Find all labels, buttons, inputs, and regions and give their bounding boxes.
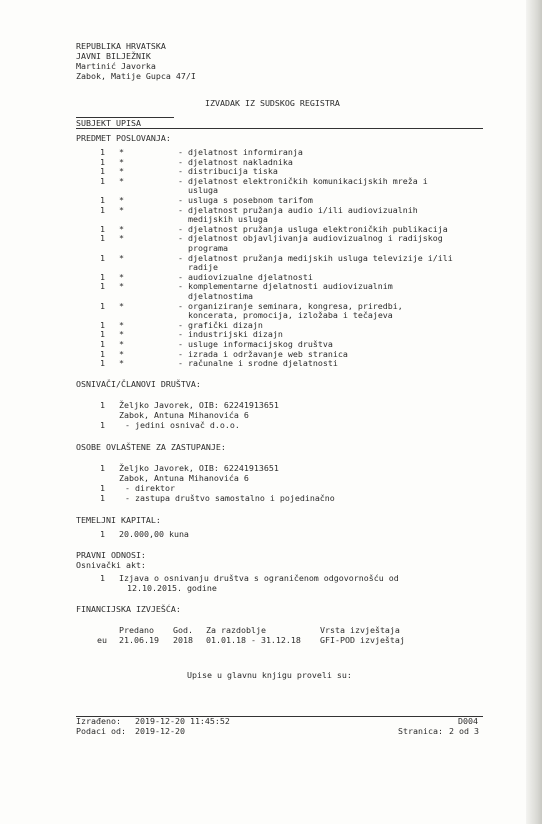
activity-text: - djelatnost informiranja: [178, 147, 303, 157]
activity-text: koncerata, promocija, izložaba i tečajeva: [188, 310, 393, 321]
activity-marker: *: [119, 223, 124, 234]
activity-index: 1: [100, 329, 105, 340]
closing-statement: Upise u glavnu knjigu proveli su:: [187, 670, 352, 680]
legal-line1: Izjava o osnivanju društva s ograničenom odgovornošću od: [119, 573, 399, 583]
activity-heading: PREDMET POSLOVANJA:: [76, 133, 171, 143]
financial-prefix: eu: [97, 635, 107, 645]
activity-text: - djelatnost elektroničkih komunikacijskih mreža i: [178, 175, 428, 186]
activity-marker: *: [119, 156, 124, 167]
activity-marker: *: [119, 175, 124, 186]
financial-period: 01.01.18 - 31.12.18: [206, 635, 301, 645]
activity-text: - distribucija tiska: [178, 166, 278, 177]
legal-heading: PRAVNI ODNOSI:: [76, 550, 146, 560]
activity-marker: *: [119, 348, 124, 359]
footer-made-value: 2019-12-20 11:45:52: [135, 716, 230, 726]
founder-role-index: 1: [100, 420, 105, 430]
activity-text: - izrada i održavanje web stranica: [178, 348, 348, 359]
activity-index: 1: [100, 166, 105, 177]
activity-marker: *: [119, 281, 124, 292]
activity-marker: *: [119, 204, 124, 215]
activity-text: - organiziranje seminara, kongresa, priredbi,: [178, 300, 403, 311]
representative-role1: - direktor: [125, 483, 175, 493]
capital-heading: TEMELJNI KAPITAL:: [76, 515, 161, 525]
activity-index: 1: [100, 281, 105, 292]
activity-text: - računalne i srodne djelatnosti: [178, 358, 338, 369]
activity-index: 1: [100, 147, 105, 157]
activity-index: 1: [100, 319, 105, 330]
capital-index: 1: [100, 529, 105, 539]
activity-text: - komplementarne djelatnosti audiovizualnim: [178, 281, 393, 292]
activity-index: 1: [100, 195, 105, 205]
activity-text: - djelatnost pružanja audio i/ili audiovizualnih: [178, 204, 418, 215]
activity-marker: *: [119, 166, 124, 177]
financial-year: 2018: [173, 635, 193, 645]
activity-text: - djelatnost pružanja usluga elektroničkih publikacija: [178, 223, 448, 234]
activity-text: radije: [188, 262, 218, 273]
founder-name: Željko Javorek, OIB: 62241913651: [119, 400, 279, 410]
activity-marker: *: [119, 147, 124, 157]
activity-marker: *: [119, 339, 124, 349]
capital-amount: 20.000,00 kuna: [119, 529, 189, 539]
activity-marker: *: [119, 329, 124, 340]
founder-index: 1: [100, 400, 105, 410]
issuer-address: Zabok, Matije Gupca 47/I: [76, 71, 196, 81]
activity-index: 1: [100, 223, 105, 234]
activity-index: 1: [100, 358, 105, 369]
legal-subheading: Osnivački akt:: [76, 560, 146, 570]
founders-heading: OSNIVAČI/ČLANOVI DRUŠTVA:: [76, 379, 201, 389]
activity-marker: *: [119, 300, 124, 311]
activity-text: - djelatnost objavljivanja audiovizualnog i radijskog: [178, 233, 443, 244]
issuer-name: Martinić Javorka: [76, 61, 156, 71]
issuer-country: REPUBLIKA HRVATSKA: [76, 41, 166, 51]
activity-text: - djelatnost nakladnika: [178, 156, 293, 167]
financial-heading: FINANCIJSKA IZVJEŠĆA:: [76, 604, 181, 614]
financial-submitted: 21.06.19: [119, 635, 159, 645]
footer-code: D004: [458, 716, 478, 726]
representative-role1-index: 1: [100, 483, 105, 493]
representative-address: Zabok, Antuna Mihanovića 6: [119, 473, 249, 483]
activity-text: - industrijski dizajn: [178, 329, 283, 340]
activity-index: 1: [100, 204, 105, 215]
footer-made-label: Izrađeno:: [76, 716, 121, 726]
founder-address: Zabok, Antuna Mihanovića 6: [119, 410, 249, 420]
activity-index: 1: [100, 300, 105, 311]
activity-index: 1: [100, 156, 105, 167]
activity-index: 1: [100, 339, 105, 349]
representative-role2-index: 1: [100, 493, 105, 503]
activity-marker: *: [119, 233, 124, 244]
financial-col-type: Vrsta izvještaja: [320, 625, 400, 635]
activity-text: djelatnostima: [188, 291, 253, 301]
activity-index: 1: [100, 175, 105, 186]
footer-page-label: Stranica:: [398, 726, 443, 736]
financial-col-year: God.: [173, 625, 193, 635]
subject-rule: [76, 128, 483, 129]
activity-marker: *: [119, 271, 124, 282]
activity-text: usluga: [188, 185, 218, 196]
representative-index: 1: [100, 463, 105, 473]
footer-data-label: Podaci od:: [76, 726, 126, 736]
activity-index: 1: [100, 233, 105, 244]
representatives-heading: OSOBE OVLAŠTENE ZA ZASTUPANJE:: [76, 442, 226, 452]
activity-index: 1: [100, 348, 105, 359]
activity-marker: *: [119, 319, 124, 330]
document-title: IZVADAK IZ SUDSKOG REGISTRA: [205, 98, 340, 108]
issuer-title: JAVNI BILJEŽNIK: [76, 51, 151, 61]
activity-marker: *: [119, 252, 124, 263]
page-edge-shadow: [526, 0, 542, 824]
activity-marker: *: [119, 195, 124, 205]
legal-line2: 12.10.2015. godine: [127, 583, 217, 593]
footer-page-value: 2 od 3: [449, 726, 479, 736]
activity-text: - usluga s posebnom tarifom: [178, 195, 313, 205]
activity-index: 1: [100, 252, 105, 263]
activity-index: 1: [100, 271, 105, 282]
activity-text: - audiovizualne djelatnosti: [178, 271, 313, 282]
founder-role: - jedini osnivač d.o.o.: [125, 420, 240, 430]
legal-index: 1: [100, 573, 105, 583]
financial-col-submitted: Predano: [119, 625, 154, 635]
subject-heading: SUBJEKT UPISA: [76, 118, 141, 128]
financial-type: GFI-POD izvještaj: [320, 635, 405, 645]
footer-data-value: 2019-12-20: [135, 726, 185, 736]
activity-text: - djelatnost pružanja medijskih usluga televizije i/ili: [178, 252, 453, 263]
activity-text: - usluge informacijskog društva: [178, 339, 333, 349]
activity-text: medijskih usluga: [188, 214, 268, 225]
activity-marker: *: [119, 358, 124, 369]
representative-name: Željko Javorek, OIB: 62241913651: [119, 463, 279, 473]
representative-role2: - zastupa društvo samostalno i pojedinačno: [125, 493, 335, 503]
financial-col-period: Za razdoblje: [206, 625, 266, 635]
activity-text: programa: [188, 243, 228, 253]
activity-text: - grafički dizajn: [178, 319, 263, 330]
